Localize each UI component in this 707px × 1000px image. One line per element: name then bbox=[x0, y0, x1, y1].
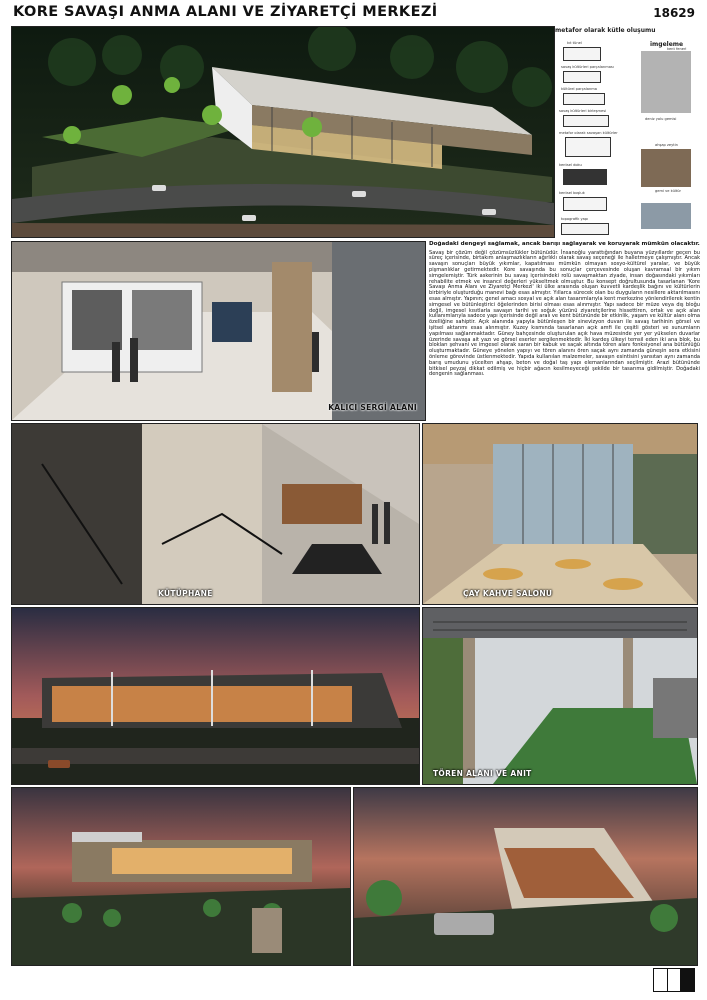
library-image bbox=[12, 424, 419, 604]
exterior-rendering bbox=[353, 787, 698, 966]
cafe-image bbox=[423, 424, 697, 604]
concept-box-6 bbox=[563, 169, 607, 185]
lighthouse-image bbox=[641, 51, 691, 113]
exhibition-label: KALICI SERGİ ALANI bbox=[328, 403, 417, 412]
library-rendering bbox=[11, 423, 420, 605]
wood-caption: ahşap zeytin bbox=[655, 143, 678, 147]
exterior-image bbox=[354, 788, 697, 965]
footer-mark bbox=[653, 968, 695, 992]
concept-step-4: savaş kültürleri birleşmesi bbox=[559, 109, 607, 113]
concept-box-1 bbox=[563, 47, 601, 61]
description-body: Savaş bir çözüm değil çözümsüzlükler bütünüdür. İnsanoğlu yarattığından buyana yüzyıllardır geçen bu süreç içerisinde, birtakım anlaşmazlıkların ağırlıklı olarak savaş seçeneği ile halletmeye çalışmıştır. Ancak savaşın sonuçları büyük yıkımlar, kapatılması mümkün olmayan sosyo-kültürel yaralar, ve büyük pişmanlıklar getirmektedir. Kore savaşında bu sonuçlar çerçevesinde oluşan kavramsal bir yıkım simgelemiştir. Türk askerinin bu savaş içerisindeki rolü savaşmaktan ziyade, insan doğasındaki yıkımları rehabilite etmek ve insancıl değerleri yükseltmek olmuştur. Bu konsept doğrultusunda tasarlanan 'Kore Savaşı Anma Alanı ve Ziyaretçi Merkezi' iki ülke arasında oluşan kuvvetli kardeşlik bağını ve kültürlerin birbiriyle oluşturduğu manevi bağı esas almıştır. Yıllarca sürecek olan bu duyguların nesillere aktarılmasını esas almıştır. Yapının; genel amacı sosyal ve açık alan tasarımlarıyla kent merkezine yönlendirilerek kentin simgesel ve bütünleştirici öğelerinden birisi olması esas alınmıştır. Yapı sadece bir müze veya dış bloğu değil, imgesel kısıtlarla savaşın tarihi ve soğuk yüzünü ziyaretçilerine hissettiren, ortak ve açık alan kullanımlarıyla sadece yapı içerisinde değil aralı ve kent bütününde bir etkinlik, yaşam ve kültür alanı olma özelliğine sahiptir. Açık alanında yapıyla bütünleşen bir sinevizyon duvarı ile savaş tarihinin görsel ve işitsel aktarımı esas alınmıştır. Kuzey kısmında tasarlanan açık amfi ile çeşitli gösteri ve sunumların yapılması sağlanmaktadır. Güney bahçesinde oluşturulan açık hava müzesinde yer yer yükselen duvarlar üzerinde savaşa ait yazı ve görsel eserler sergilenmektedir. İki kardeş ülkeyi temsil eden iki ana blok, bu blokları şehvani ve imgesel olarak saran bir kabuk ve saçak altında tören alanı fonksiyonel ana bütünlüğü oluşturmaktadır. Güneye yönelen yapıyı ve tören alanını ören saçak aynı zamanda güneşin sera etkisini önleme görevinde üstlenmektedir. Yapıda kullanılan malzemeler, savaşın esintisini yansıtan aynı zamanda barış umudunu yücelten ahşap, beton ve doğal taş yapı elemanlarından seçilmiştir. Arazi bütününde bitkisel peyzaj dikkat edilmiş ve hiçbir ağacın kesilmeyeceği şekilde bir tasarıma gidilmiştir. Doğadaki dengenin sağlanması. bbox=[429, 249, 700, 378]
footer-mark-cell-3 bbox=[681, 969, 694, 991]
ceremony-label: TÖREN ALANI VE ANIT bbox=[433, 769, 532, 778]
description-heading: Doğadaki dengeyi sağlamak, ancak barışı sağlayarak ve koruyarak mümkün olacaktır. bbox=[429, 241, 700, 247]
sunset-rendering bbox=[11, 607, 420, 785]
concept-step-6: kentsel doku bbox=[559, 163, 582, 167]
plaza-rendering bbox=[11, 787, 351, 966]
cafe-label: ÇAY KAHVE SALONU bbox=[463, 589, 553, 598]
plaza-image bbox=[12, 788, 350, 965]
ship-caption: deniz yolu gemisi bbox=[645, 117, 677, 121]
concept-box-4 bbox=[563, 115, 609, 127]
aerial-rendering bbox=[11, 26, 555, 238]
concept-title: metafor olarak kütle oluşumu bbox=[555, 27, 656, 34]
concept-box-3 bbox=[563, 93, 605, 105]
cafe-rendering bbox=[422, 423, 698, 605]
ceremony-image bbox=[423, 608, 697, 784]
library-label: KÜTÜPHANE bbox=[158, 589, 213, 598]
exhibition-image bbox=[12, 242, 425, 420]
wood-image bbox=[641, 149, 691, 187]
concept-diagram bbox=[555, 27, 698, 237]
footer-mark-cell-2 bbox=[668, 969, 682, 991]
lighthouse-caption: kent fenerl bbox=[667, 47, 687, 51]
project-description bbox=[429, 241, 700, 419]
sunset-image bbox=[12, 608, 419, 784]
page-title: KORE SAVAŞI ANMA ALANI VE ZİYARETÇİ MERKEZİ bbox=[13, 4, 438, 20]
topography-caption: topografik yapı bbox=[561, 217, 589, 221]
image-title: imgeleme bbox=[650, 41, 684, 48]
aerial-rendering-image bbox=[12, 27, 554, 237]
exhibition-rendering bbox=[11, 241, 426, 421]
concept-box-2 bbox=[563, 71, 601, 83]
concept-box-5 bbox=[565, 137, 611, 157]
concept-step-2: savaş kültürleri parçalanması bbox=[561, 65, 614, 69]
concept-step-5: metafor olarak savaşan kültürler bbox=[559, 131, 618, 135]
concept-step-1: kıt tünel bbox=[567, 41, 582, 45]
concept-step-3: kültürel parçalanma bbox=[561, 87, 597, 91]
project-code: 18629 bbox=[653, 6, 695, 20]
concept-box-7 bbox=[563, 197, 607, 211]
ship-image bbox=[641, 203, 691, 229]
topography-box bbox=[561, 223, 609, 235]
footer-mark-cell-1 bbox=[654, 969, 668, 991]
culture-caption: gemi ve kültür bbox=[655, 189, 682, 193]
concept-step-7: kentsel boşluk bbox=[559, 191, 585, 195]
ceremony-rendering bbox=[422, 607, 698, 785]
